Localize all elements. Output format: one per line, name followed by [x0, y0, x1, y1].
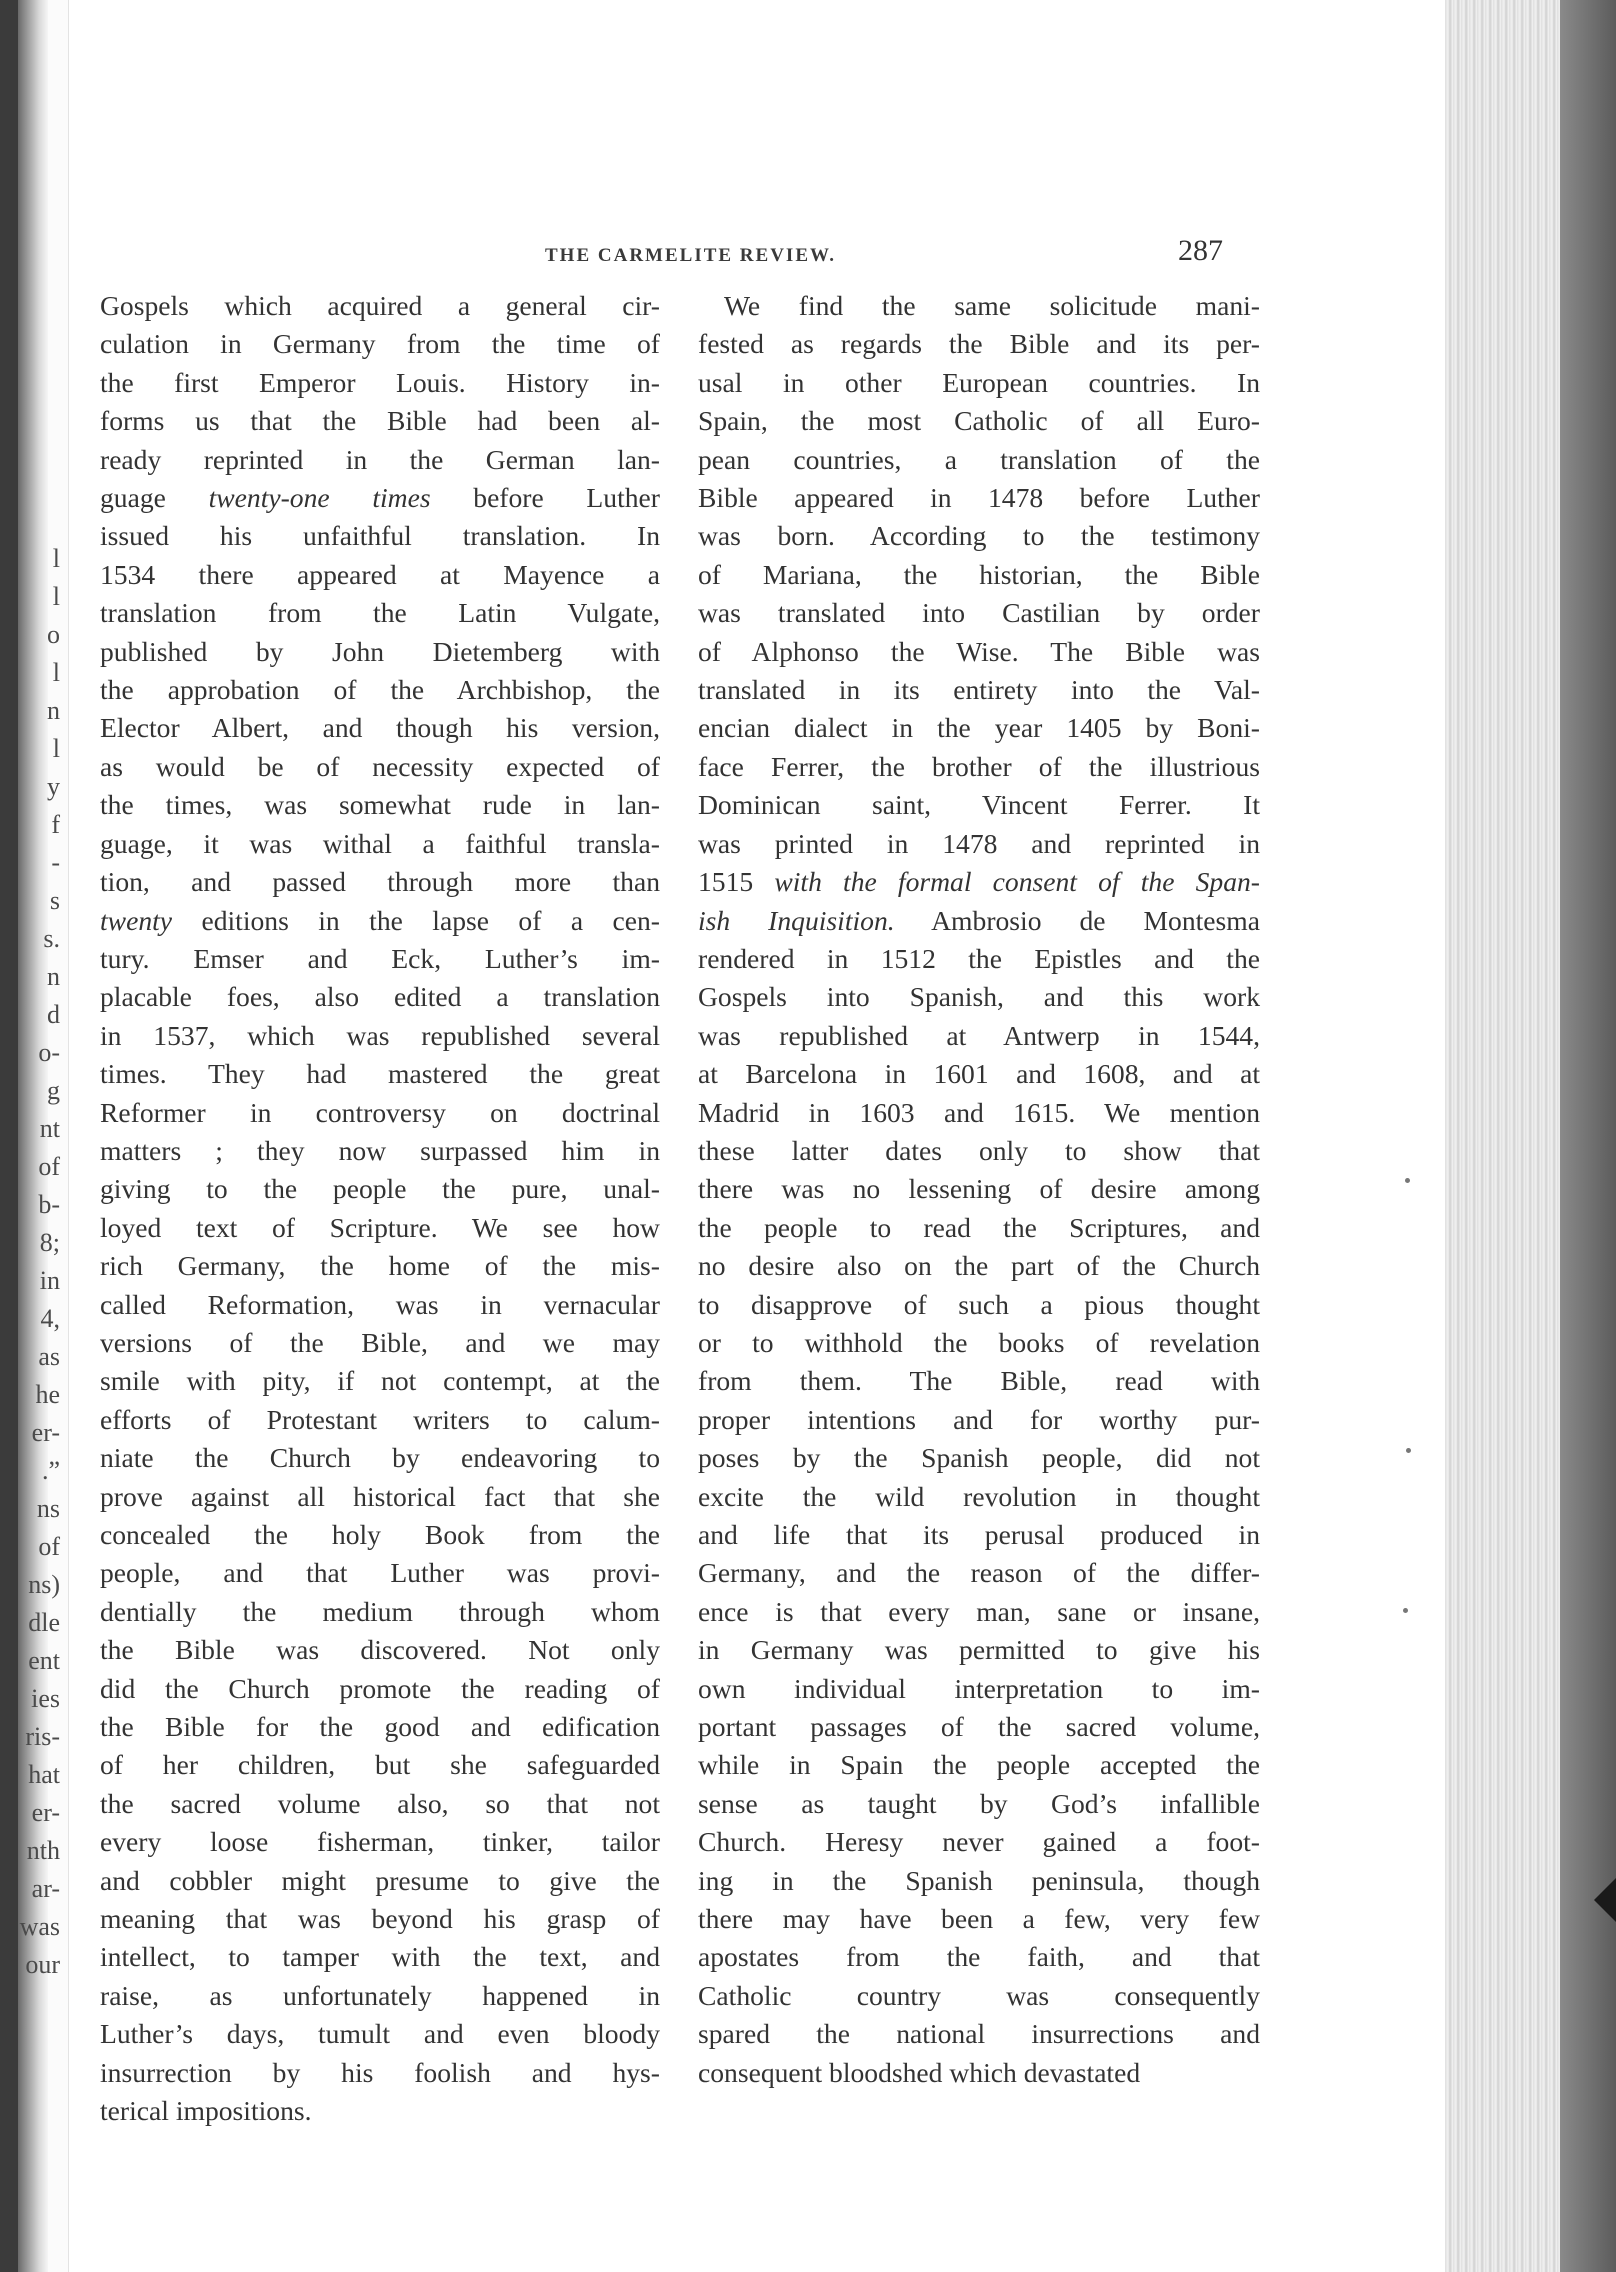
text-line: the people to read the Scriptures, and: [698, 1211, 1260, 1243]
book-page: [70, 0, 1442, 2272]
text-line: ence is that every man, sane or insane,: [698, 1595, 1260, 1627]
text-line: tion, and passed through more than: [100, 866, 660, 898]
text-line: no desire also on the part of the Church: [698, 1250, 1260, 1282]
text-line: at Barcelona in 1601 and 1608, and at: [698, 1058, 1260, 1090]
margin-fragment: y: [47, 772, 60, 801]
text-line: from them. The Bible, read with: [698, 1365, 1260, 1397]
margin-fragment: f: [51, 810, 60, 839]
text-line: ready reprinted in the German lan-: [100, 443, 660, 475]
margin-fragment: b-: [38, 1190, 60, 1219]
text-line: in 1537, which was republished several: [100, 1019, 660, 1051]
margin-fragment: er-: [31, 1418, 60, 1447]
text-line: was republished at Antwerp in 1544,: [698, 1019, 1260, 1051]
text-line: the sacred volume also, so that not: [100, 1787, 660, 1819]
margin-fragment: l: [52, 544, 60, 573]
margin-fragment: l: [52, 658, 60, 687]
margin-fragment: in: [39, 1266, 60, 1295]
margin-fragment: l: [52, 582, 60, 611]
text-line: guage, it was withal a faithful transla-: [100, 827, 660, 859]
text-line: Spain, the most Catholic of all Euro-: [698, 405, 1260, 437]
margin-fragment: he: [35, 1380, 60, 1409]
text-line: Gospels which acquired a general cir-: [100, 290, 660, 321]
text-line: smile with pity, if not contempt, at the: [100, 1365, 660, 1397]
text-line: of Alphonso the Wise. The Bible was: [698, 635, 1260, 667]
margin-fragment: 8;: [39, 1228, 60, 1257]
text-line: while in Spain the people accepted the: [698, 1749, 1260, 1781]
margin-fragment: ar-: [31, 1874, 60, 1903]
text-line: of Mariana, the historian, the Bible: [698, 558, 1260, 590]
text-line: the times, was somewhat rude in lan-: [100, 789, 660, 821]
text-line: tury. Emser and Eck, Luther’s im-: [100, 942, 660, 974]
margin-fragment: as: [38, 1342, 60, 1371]
text-line: excite the wild revolution in thought: [698, 1480, 1260, 1512]
previous-page-text-fragments: [0, 540, 60, 1984]
text-fragment: editions in the lapse of a cen-: [172, 904, 660, 936]
margin-fragment: ris-: [25, 1722, 60, 1751]
text-line: loyed text of Scripture. We see how: [100, 1211, 660, 1243]
text-line: and life that its perusal produced in: [698, 1519, 1260, 1550]
text-line: consequent bloodshed which devastated: [698, 2056, 1141, 2088]
text-line: Reformer in controversy on doctrinal: [100, 1096, 660, 1128]
text-line: [100, 902, 660, 940]
text-fragment: guage: [100, 482, 209, 514]
text-line: encian dialect in the year 1405 by Boni-: [698, 712, 1260, 744]
text-line: and cobbler might presume to give the: [100, 1864, 660, 1896]
text-line: apostates from the faith, and that: [698, 1941, 1260, 1973]
text-line: was printed in 1478 and reprinted in: [698, 827, 1260, 859]
text-line: usal in other European countries. In: [698, 366, 1260, 398]
text-line: as would be of necessity expected of: [100, 750, 660, 782]
text-line: niate the Church by endeavoring to: [100, 1442, 660, 1474]
left-text-column: [100, 287, 660, 2131]
text-line: there may have been a few, very few: [698, 1903, 1260, 1935]
margin-fragment: nth: [26, 1836, 60, 1865]
text-line: sense as taught by God’s infallible: [698, 1787, 1260, 1819]
text-line: spared the national insurrections and: [698, 2018, 1260, 2050]
margin-fragment: of: [38, 1532, 60, 1561]
margin-fragment: dle: [28, 1608, 60, 1637]
text-line: Bible appeared in 1478 before Luther: [698, 482, 1260, 514]
margin-fragment: .”: [41, 1456, 60, 1485]
scan-speck: [1406, 1448, 1411, 1453]
margin-fragment: ies: [31, 1684, 60, 1713]
text-line: of her children, but she safeguarded: [100, 1749, 660, 1781]
text-line: [698, 863, 1260, 901]
text-line: culation in Germany from the time of: [100, 328, 660, 360]
running-title: THE CARMELITE REVIEW.: [545, 245, 836, 266]
text-line: terical impositions.: [100, 2095, 312, 2127]
text-line: translation from the Latin Vulgate,: [100, 597, 660, 629]
text-line: Germany, and the reason of the differ-: [698, 1557, 1260, 1589]
right-text-column: [698, 287, 1260, 2092]
italic-text: with the formal consent of the Span-: [774, 866, 1260, 898]
text-line: published by John Dietemberg with: [100, 635, 660, 667]
text-line: We find the same solicitude mani-: [724, 290, 1260, 321]
text-line: Gospels into Spanish, and this work: [698, 981, 1260, 1013]
text-line: there was no lessening of desire among: [698, 1173, 1260, 1205]
text-line: rendered in 1512 the Epistles and the: [698, 942, 1260, 974]
margin-fragment: l: [52, 734, 60, 763]
text-line: was translated into Castilian by order: [698, 597, 1260, 629]
margin-fragment: of: [38, 1152, 60, 1181]
text-line: portant passages of the sacred volume,: [698, 1711, 1260, 1743]
margin-fragment: n: [47, 962, 60, 991]
margin-fragment: ns): [28, 1570, 60, 1599]
text-line: Luther’s days, tumult and even bloody: [100, 2018, 660, 2050]
text-line: in Germany was permitted to give his: [698, 1634, 1260, 1666]
text-line: these latter dates only to show that: [698, 1134, 1260, 1166]
margin-fragment: was: [19, 1912, 60, 1941]
text-line: face Ferrer, the brother of the illustrious: [698, 750, 1260, 782]
text-line: proper intentions and for worthy pur-: [698, 1403, 1260, 1435]
text-line: Madrid in 1603 and 1615. We mention: [698, 1096, 1260, 1128]
text-line: prove against all historical fact that she: [100, 1480, 660, 1512]
margin-fragment: ns: [36, 1494, 60, 1523]
text-line: insurrection by his foolish and hys-: [100, 2056, 660, 2088]
page-marker-arrow: [1594, 1878, 1616, 1922]
italic-text: ish Inquisition.: [698, 904, 895, 936]
text-line: raise, as unfortunately happened in: [100, 1979, 660, 2011]
text-line: [100, 479, 660, 517]
margin-fragment: ent: [28, 1646, 60, 1675]
text-line: intellect, to tamper with the text, and: [100, 1941, 660, 1973]
text-line: concealed the holy Book from the: [100, 1519, 660, 1550]
page-number: 287: [1178, 234, 1223, 267]
italic-text: twenty: [100, 904, 173, 936]
margin-fragment: 4,: [40, 1304, 60, 1333]
text-line: Catholic country was consequently: [698, 1979, 1260, 2011]
page-stack-edge: [1445, 0, 1560, 2272]
text-line: versions of the Bible, and we may: [100, 1326, 660, 1358]
scanner-background: [1560, 0, 1616, 2272]
scan-speck: [1405, 1178, 1410, 1183]
text-line: was born. According to the testimony: [698, 520, 1260, 552]
text-line: placable foes, also edited a translation: [100, 981, 660, 1013]
text-line: matters ; they now surpassed him in: [100, 1134, 660, 1166]
text-line: the Bible was discovered. Not only: [100, 1634, 660, 1666]
margin-fragment: er-: [31, 1798, 60, 1827]
text-line: people, and that Luther was provi-: [100, 1557, 660, 1589]
text-line: or to withhold the books of revelation: [698, 1326, 1260, 1358]
text-line: fested as regards the Bible and its per-: [698, 328, 1260, 360]
text-line: own individual interpretation to im-: [698, 1672, 1260, 1704]
text-line: times. They had mastered the great: [100, 1058, 660, 1090]
margin-fragment: g: [47, 1076, 60, 1105]
text-fragment: before Luther: [430, 482, 660, 514]
text-line: pean countries, a translation of the: [698, 443, 1260, 475]
italic-text: twenty-one times: [208, 482, 431, 514]
margin-fragment: o: [47, 620, 60, 649]
text-line: 1534 there appeared at Mayence a: [100, 558, 660, 590]
scan-speck: [1403, 1608, 1408, 1613]
text-line: Dominican saint, Vincent Ferrer. It: [698, 789, 1260, 821]
text-fragment: 1515: [698, 866, 775, 898]
margin-fragment: hat: [28, 1760, 60, 1789]
text-line: every loose fisherman, tinker, tailor: [100, 1826, 660, 1858]
margin-fragment: nt: [39, 1114, 60, 1143]
text-line: the approbation of the Archbishop, the: [100, 674, 660, 706]
margin-fragment: o-: [38, 1038, 60, 1067]
text-line: meaning that was beyond his grasp of: [100, 1903, 660, 1935]
text-line: Church. Heresy never gained a foot-: [698, 1826, 1260, 1858]
text-line: the Bible for the good and edification: [100, 1711, 660, 1743]
text-line: ing in the Spanish peninsula, though: [698, 1864, 1260, 1896]
margin-fragment: -: [51, 848, 60, 877]
margin-fragment: s.: [43, 924, 60, 953]
margin-fragment: our: [25, 1950, 60, 1979]
text-fragment: Ambrosio de Montesma: [894, 904, 1261, 936]
text-line: [698, 902, 1260, 940]
margin-fragment: n: [47, 696, 60, 725]
text-line: poses by the Spanish people, did not: [698, 1442, 1260, 1474]
margin-fragment: d: [47, 1000, 60, 1029]
text-line: giving to the people the pure, unal-: [100, 1173, 660, 1205]
text-line: to disapprove of such a pious thought: [698, 1288, 1260, 1320]
text-line: the first Emperor Louis. History in-: [100, 366, 660, 398]
text-line: translated in its entirety into the Val-: [698, 674, 1260, 706]
text-line: rich Germany, the home of the mis-: [100, 1250, 660, 1282]
text-line: did the Church promote the reading of: [100, 1672, 660, 1704]
text-line: issued his unfaithful translation. In: [100, 520, 660, 552]
text-line: dentially the medium through whom: [100, 1595, 660, 1627]
margin-fragment: s: [49, 886, 60, 915]
text-line: forms us that the Bible had been al-: [100, 405, 660, 437]
text-line: Elector Albert, and though his version,: [100, 712, 660, 744]
text-line: called Reformation, was in vernacular: [100, 1288, 660, 1320]
text-line: efforts of Protestant writers to calum-: [100, 1403, 660, 1435]
